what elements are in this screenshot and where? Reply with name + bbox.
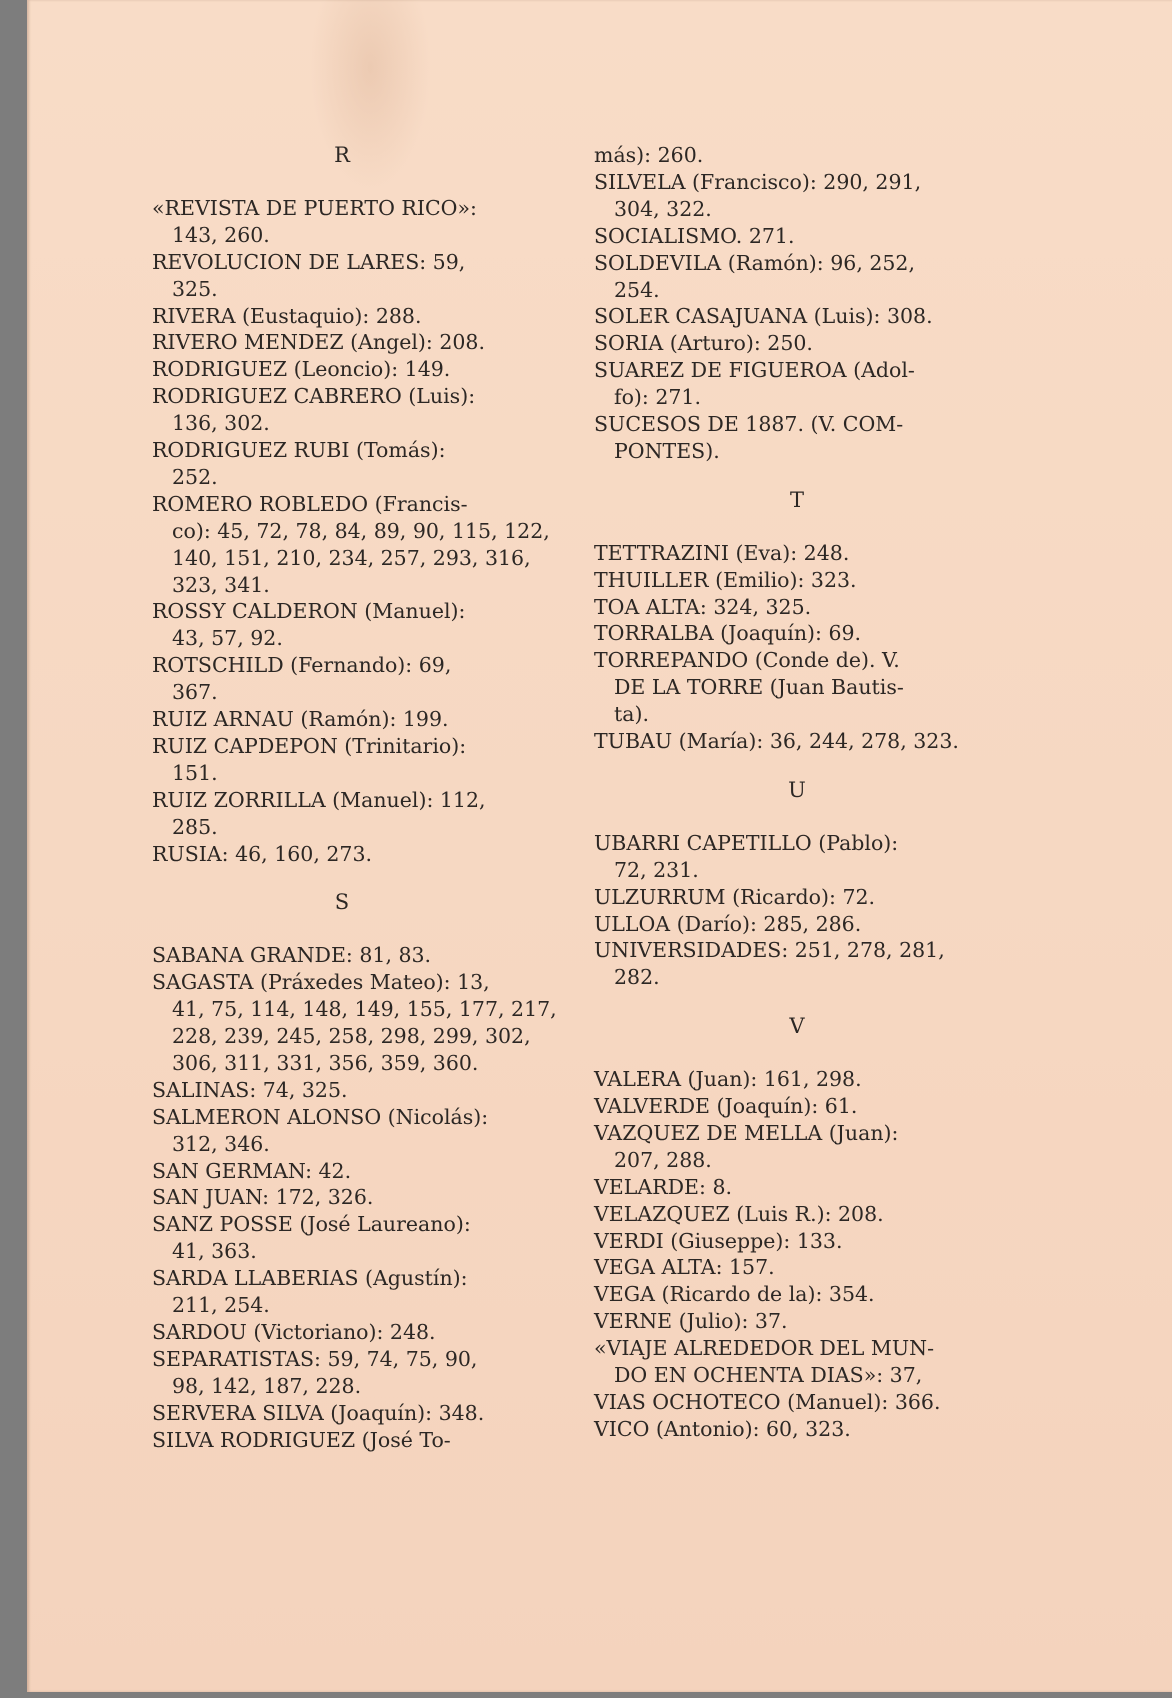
- entry-heading: VEGA ALTA: 157.: [594, 1255, 775, 1280]
- entry-heading: TOA ALTA: 324, 325.: [594, 594, 812, 619]
- index-entry: [152, 1184, 570, 1211]
- index-entry: [594, 1416, 1012, 1443]
- index-entry: [594, 1389, 1012, 1416]
- entry-heading: SILVA RODRIGUEZ (José To-: [152, 1427, 451, 1452]
- entry-heading: REVOLUCION DE LARES: 59,: [152, 249, 466, 274]
- index-entry: [594, 1174, 1012, 1201]
- entry-heading: ULZURRUM (Ricardo): 72.: [594, 884, 876, 909]
- index-entry: [594, 1066, 1012, 1093]
- entry-heading: VIAS OCHOTECO (Manuel): 366.: [594, 1389, 941, 1414]
- section-letter-s: S: [334, 890, 350, 915]
- entry-heading: TUBAU (María): 36, 244, 278, 323.: [594, 729, 959, 753]
- entry-continuation: 136, 302.: [172, 411, 270, 436]
- entry-continuation: DO EN OCHENTA DIAS»: 37,: [614, 1363, 923, 1388]
- index-entry: [152, 383, 570, 437]
- section-letter-u: U: [788, 777, 806, 802]
- index-entry: [152, 1104, 570, 1158]
- entry-continuation: 254.: [614, 277, 660, 302]
- index-entry: [594, 594, 1012, 621]
- index-entry: [594, 911, 1012, 938]
- index-entry: [152, 942, 570, 969]
- entry-heading: ULLOA (Darío): 285, 286.: [594, 911, 862, 936]
- index-entry: [152, 329, 570, 356]
- entry-continuation: 312, 346.: [172, 1131, 270, 1156]
- index-entry: [594, 830, 1012, 884]
- index-entry: [594, 1228, 1012, 1255]
- entry-continuation: 43, 57, 92.: [172, 626, 283, 651]
- entry-heading: VAZQUEZ DE MELLA (Juan):: [594, 1120, 899, 1145]
- index-entry: [594, 1335, 1012, 1389]
- entry-heading: SORIA (Arturo): 250.: [594, 331, 813, 356]
- entry-continuation: 285.: [172, 814, 218, 839]
- index-entry: [594, 1201, 1012, 1228]
- index-entry: [594, 411, 1012, 465]
- entry-heading: SALMERON ALONSO (Nicolás):: [152, 1104, 489, 1129]
- entry-heading: SEPARATISTAS: 59, 74, 75, 90,: [152, 1346, 478, 1371]
- index-entry: [152, 303, 570, 330]
- index-entry: [594, 330, 1012, 357]
- index-entry: [594, 728, 1012, 755]
- entry-heading: SAN GERMAN: 42.: [152, 1158, 352, 1183]
- index-entry: [152, 706, 570, 733]
- entry-heading: ROMERO ROBLEDO (Francis-: [152, 491, 468, 516]
- section-letter-r: R: [334, 143, 350, 167]
- entry-heading: SAN JUAN: 172, 326.: [152, 1185, 374, 1210]
- index-entry: [152, 356, 570, 383]
- entry-heading: RUIZ ZORRILLA (Manuel): 112,: [152, 787, 486, 812]
- entry-heading: SILVELA (Francisco): 290, 291,: [594, 169, 922, 194]
- entry-continuation: 252.: [172, 465, 218, 489]
- entry-continuation: PONTES).: [614, 439, 720, 463]
- entry-heading: RIVERO MENDEZ (Angel): 208.: [152, 330, 485, 355]
- entry-heading: RUIZ ARNAU (Ramón): 199.: [152, 707, 449, 731]
- entry-heading: SAGASTA (Práxedes Mateo): 13,: [152, 970, 490, 995]
- index-entry: [152, 437, 570, 491]
- entry-heading: RODRIGUEZ RUBI (Tomás):: [152, 438, 446, 462]
- index-entry: [152, 195, 570, 249]
- index-entry: [594, 142, 1012, 169]
- entry-heading: VALERA (Juan): 161, 298.: [594, 1067, 862, 1092]
- index-entry: [594, 1254, 1012, 1281]
- index-entry: [594, 250, 1012, 304]
- index-entry: [594, 1281, 1012, 1308]
- index-entry: [152, 1077, 570, 1104]
- index-entry: [594, 1093, 1012, 1120]
- index-entry: [594, 647, 1012, 728]
- entry-heading: VERDI (Giuseppe): 133.: [594, 1228, 843, 1253]
- section-letter-v: V: [789, 1014, 805, 1039]
- entry-heading: SALINAS: 74, 325.: [152, 1077, 348, 1102]
- index-entry: [152, 1427, 570, 1454]
- entry-continuation: 143, 260.: [172, 222, 270, 247]
- entry-heading: UBARRI CAPETILLO (Pablo):: [594, 830, 899, 855]
- index-entry: [152, 598, 570, 652]
- section-letter-t: T: [789, 487, 804, 512]
- index-entry: [594, 540, 1012, 567]
- entry-heading: RUSIA: 46, 160, 273.: [152, 841, 373, 866]
- entry-heading: SARDOU (Victoriano): 248.: [152, 1319, 436, 1344]
- index-entry: [594, 303, 1012, 330]
- entry-continuation: 325.: [172, 276, 218, 301]
- entry-heading: SOLDEVILA (Ramón): 96, 252,: [594, 250, 915, 275]
- entry-continuation: 151.: [172, 760, 218, 785]
- entry-heading: más): 260.: [594, 143, 704, 167]
- index-entry: [152, 787, 570, 841]
- index-entry: [152, 969, 570, 1077]
- index-entry: [152, 1211, 570, 1265]
- entry-heading: TETTRAZINI (Eva): 248.: [594, 540, 850, 565]
- entry-heading: THUILLER (Emilio): 323.: [594, 567, 857, 592]
- entry-continuation: 140, 151, 210, 234, 257, 293, 316,: [172, 545, 531, 570]
- index-entry: [152, 733, 570, 787]
- index-entry: [152, 652, 570, 706]
- entry-heading: TORREPANDO (Conde de). V.: [594, 648, 900, 673]
- entry-heading: SANZ POSSE (José Laureano):: [152, 1212, 471, 1237]
- index-entry: [594, 884, 1012, 911]
- entry-heading: VICO (Antonio): 60, 323.: [594, 1416, 851, 1441]
- entry-heading: RODRIGUEZ (Leoncio): 149.: [152, 357, 451, 382]
- entry-continuation: 211, 254.: [172, 1293, 270, 1318]
- entry-heading: VELAZQUEZ (Luis R.): 208.: [594, 1201, 884, 1226]
- entry-heading: RUIZ CAPDEPON (Trinitario):: [152, 733, 467, 758]
- entry-heading: SOCIALISMO. 271.: [594, 223, 795, 248]
- index-entry: [594, 169, 1012, 223]
- entry-heading: «REVISTA DE PUERTO RICO»:: [152, 195, 477, 220]
- index-entry: [594, 1308, 1012, 1335]
- index-entry: [594, 937, 1012, 991]
- entry-continuation: 98, 142, 187, 228.: [172, 1373, 362, 1398]
- entry-continuation: 306, 311, 331, 356, 359, 360.: [172, 1051, 479, 1076]
- index-entry: [594, 567, 1012, 594]
- index-entry: [594, 620, 1012, 647]
- entry-continuation: 304, 322.: [614, 196, 712, 221]
- entry-heading: SARDA LLABERIAS (Agustín):: [152, 1266, 468, 1291]
- entry-heading: SUAREZ DE FIGUEROA (Adol-: [594, 358, 915, 383]
- entry-heading: SOLER CASAJUANA (Luis): 308.: [594, 304, 933, 329]
- entry-heading: UNIVERSIDADES: 251, 278, 281,: [594, 938, 945, 963]
- index-entry: [594, 1120, 1012, 1174]
- entry-heading: VALVERDE (Joaquín): 61.: [594, 1094, 858, 1118]
- entry-heading: «VIAJE ALREDEDOR DEL MUN-: [594, 1336, 935, 1361]
- entry-continuation: 323, 341.: [172, 572, 270, 597]
- entry-continuation: 367.: [172, 680, 218, 705]
- index-page: [27, 0, 1172, 1692]
- index-entry: [152, 1400, 570, 1427]
- entry-heading: RIVERA (Eustaquio): 288.: [152, 303, 422, 328]
- index-entry: [152, 1158, 570, 1185]
- entry-continuation: 41, 363.: [172, 1239, 257, 1264]
- entry-continuation: fo): 271.: [614, 385, 701, 410]
- index-entry: [152, 491, 570, 599]
- entry-continuation: 41, 75, 114, 148, 149, 155, 177, 217,: [172, 997, 557, 1022]
- index-entry: [152, 1346, 570, 1400]
- entry-continuation: 72, 231.: [614, 857, 699, 882]
- entry-continuation: 207, 288.: [614, 1147, 712, 1172]
- index-entry: [152, 841, 570, 868]
- index-entry: [152, 249, 570, 303]
- entry-heading: SERVERA SILVA (Joaquín): 348.: [152, 1400, 485, 1425]
- entry-heading: TORRALBA (Joaquín): 69.: [594, 621, 862, 646]
- entry-continuation: 282.: [614, 965, 660, 990]
- entry-heading: SUCESOS DE 1887. (V. COM-: [594, 412, 904, 436]
- index-entry: [594, 357, 1012, 411]
- entry-heading: ROTSCHILD (Fernando): 69,: [152, 653, 452, 678]
- index-entry: [594, 223, 1012, 250]
- entry-continuation: co): 45, 72, 78, 84, 89, 90, 115, 122,: [172, 518, 550, 543]
- index-entry: [152, 1265, 570, 1319]
- entry-heading: RODRIGUEZ CABRERO (Luis):: [152, 384, 476, 409]
- index-entry: [152, 1319, 570, 1346]
- entry-heading: VEGA (Ricardo de la): 354.: [594, 1282, 875, 1307]
- entry-heading: ROSSY CALDERON (Manuel):: [152, 599, 466, 624]
- entry-heading: VELARDE: 8.: [594, 1174, 733, 1199]
- entry-continuation: ta).: [614, 702, 649, 727]
- entry-heading: SABANA GRANDE: 81, 83.: [152, 943, 432, 968]
- entry-continuation: 228, 239, 245, 258, 298, 299, 302,: [172, 1024, 531, 1049]
- entry-heading: VERNE (Julio): 37.: [594, 1309, 788, 1334]
- entry-continuation: DE LA TORRE (Juan Bautis-: [614, 675, 904, 700]
